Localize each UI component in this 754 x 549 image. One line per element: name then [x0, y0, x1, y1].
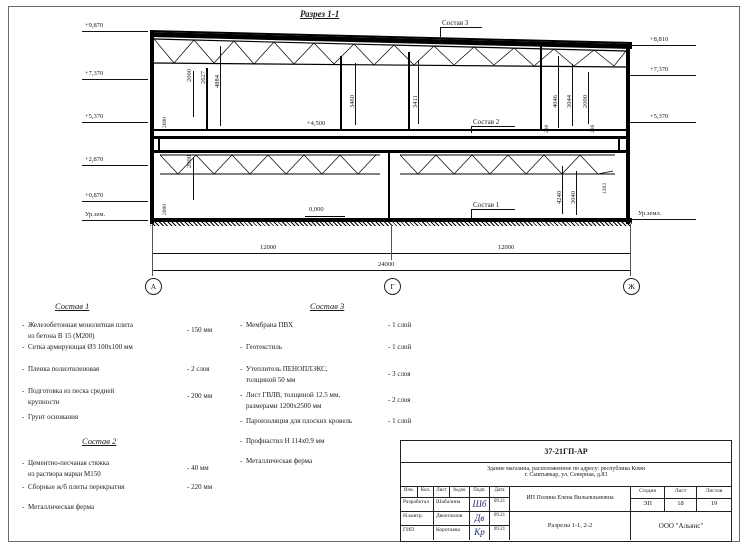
column-inner-3 [408, 52, 410, 130]
tb-company: ООО "Альянс" [658, 522, 704, 530]
level-right-line-0 [630, 45, 696, 46]
spec2-item0-text: Цементно-песчаная стяжка [28, 459, 110, 467]
tb-code: 37-21ГП-АР [401, 441, 731, 463]
dim-line-m1 [355, 63, 356, 125]
level-right-1: +7,370 [650, 66, 669, 73]
tb-name-0: Шабалина [434, 498, 470, 512]
tb-stage-v1: 18 [665, 499, 697, 512]
tb-stage-h1: Лист [665, 487, 697, 499]
column-right-small [618, 139, 620, 151]
tb-col-list: Лист [434, 487, 450, 498]
dim-line-l4 [193, 158, 194, 200]
spec1-item2-value: - 2 слоя [187, 365, 210, 373]
level-4500: +4,500 [307, 120, 326, 127]
tb-role-1: Н.контр. [401, 512, 434, 526]
spec3-item3-value: - 2 слоя [388, 396, 411, 404]
vdim-right-4: 280 [590, 124, 596, 133]
spec3-item4-value: - 1 слой [388, 417, 412, 425]
column-left-small [158, 139, 160, 151]
tb-sign-0 [470, 498, 490, 512]
axis-bubble-g: Г [384, 278, 401, 295]
column-inner-4 [540, 44, 542, 130]
level-left-line-3 [82, 165, 148, 166]
spec1-item0-text: Железобетонная монолитная плита [28, 321, 133, 329]
tb-designer: ИП Полина Елена Вильевльмовна [510, 487, 631, 512]
level-left-line-5 [82, 220, 148, 221]
tb-sign-2 [470, 526, 490, 540]
callout-line-1 [471, 209, 515, 210]
vdim-left-2: 4884 [214, 75, 221, 88]
vdim-right-5: 4240 [556, 191, 563, 204]
inner-floor-4500 [310, 130, 402, 131]
section-drawing [10, 8, 730, 291]
level-left-2: +5,370 [85, 113, 104, 120]
spec1-item4-text: Грунт основания [28, 413, 79, 421]
dim-line-r1 [558, 56, 559, 128]
tb-col-kol: Кол. [418, 487, 434, 498]
level-left-line-2 [82, 122, 148, 123]
spec3-item4-text: Пароизоляция для плоских кровель [246, 417, 353, 425]
tb-name-2: Коротаева [434, 526, 470, 540]
column-inner-2 [340, 56, 342, 130]
level-0000-line [305, 216, 345, 217]
spec3-item5-text: Профнастил Н 114х0.9 мм [246, 437, 325, 445]
tb-name-1: Двоеглазов [434, 512, 470, 526]
callout-leader-1 [471, 209, 472, 219]
vdim-right-3: 280 [544, 124, 550, 133]
vdim-left-0: 2000 [186, 69, 193, 82]
axis-bubble-a: А [145, 278, 162, 295]
vdim-left-1: 2627 [200, 71, 207, 84]
tb-col-data: Дата [490, 487, 510, 498]
vdim-mid-1: 3411 [412, 95, 419, 108]
level-left-4: +0,870 [85, 192, 104, 199]
spec-sostav1: - Железобетонная монолитная плита из бетона В 15 (М200) - 150 мм - Сетка армирующая Ø3 100х100 мм - Пленка полиэтиленовая - 2 слоя - Подготовка из песка средней крупности - 200 мм - Грунт основания [22, 321, 213, 421]
spec3-item0-text: Мембрана ПВХ [246, 321, 294, 329]
tb-col-ndoc: №док [450, 487, 470, 498]
spec2-item1-text: Сборные ж/б плиты перекрытия [28, 483, 125, 491]
spec1-item0-text2: из бетона В 15 (М200) [28, 332, 95, 340]
axis-line-a [152, 224, 153, 276]
level-left-line-1 [82, 79, 148, 80]
callout-sostav1: Состав 1 [473, 201, 500, 209]
tb-stage-v2: 19 [697, 499, 731, 512]
floor-band-mid [150, 150, 630, 153]
callout-sostav3-top: Состав 3 [442, 19, 469, 27]
spec3-item1-text: Геотекстиль [246, 343, 283, 351]
vdim-right-2: 2000 [582, 95, 589, 108]
axis-line-zh [630, 224, 631, 276]
level-right-0: +8,810 [650, 36, 669, 43]
bottom-dim-1: 12000 [498, 244, 515, 251]
title-block [400, 440, 732, 542]
level-right-3: Ур.земл. [638, 210, 662, 217]
tb-stage-h0: Стадия [631, 487, 665, 499]
spec3-item0-value: - 1 слой [388, 321, 412, 329]
spec1-item0-value: - 150 мм [187, 326, 213, 334]
dim-line-r4 [562, 166, 563, 214]
vdim-left-5: 2000 [162, 204, 168, 215]
tb-stage-v0: ЭП [631, 499, 665, 512]
spec2-item2-text: Металлическая ферма [28, 503, 95, 511]
tb-date-1: 09.21 [490, 512, 510, 526]
spec-sostav3: - Мембрана ПВХ - 1 слой - Геотекстиль - 1 слой - Утеплитель ПЕНОПЛЭКС, толщиной 50 мм - 3 слоя - Лист ГВЛВ, толщиной 12.5 мм, размерами 1200х2500 мм - 2 слоя - Пароизоляция для плоских кровель - 1 слой - Профнастил Н 114х0.9 мм - Металлическая ферма [240, 321, 412, 465]
floor-truss-right [400, 154, 615, 176]
vdim-right-1: 3044 [566, 95, 573, 108]
level-left-0: +9,870 [85, 22, 104, 29]
spec3-item2-value: - 3 слоя [388, 370, 411, 378]
tb-object [401, 463, 731, 487]
spec2-item0-value: - 40 мм [187, 464, 209, 472]
spec1-item1-text: Сетка армирующая Ø3 100х100 мм [28, 343, 133, 351]
spec3-item2-text2: толщиной 50 мм [246, 376, 296, 384]
spec1-title: Состав 1 [55, 301, 90, 311]
vdim-right-7: 1203 [602, 183, 608, 194]
tb-sign-0-mark: Шб [472, 499, 487, 509]
tb-stage-h2: Листов [697, 487, 731, 499]
vdim-left-4: 2600 [162, 117, 168, 128]
vdim-left-3: 2000 [186, 155, 193, 168]
callout-sostav2: Состав 2 [473, 118, 500, 126]
bottom-dim-2: 24000 [378, 261, 395, 268]
callout-leader-2 [471, 126, 472, 133]
vdim-right-0: 4046 [552, 95, 559, 108]
level-0000: 0,000 [309, 206, 324, 213]
spec3-item6-text: Металлическая ферма [246, 457, 313, 465]
vdim-mid-0: 3460 [349, 95, 356, 108]
spec3-title: Состав 3 [310, 301, 345, 311]
spec3-item3-text2: размерами 1200х2500 мм [246, 402, 322, 410]
axis-bubble-zh: Ж [623, 278, 640, 295]
spec1-item3-value: - 200 мм [187, 392, 213, 400]
drawing-title: Разрез 1-1 [300, 9, 340, 19]
tb-role-2: ГИП [401, 526, 434, 540]
wall-right [626, 44, 630, 224]
dim-chain-2 [152, 270, 630, 271]
spec3-item2-text: Утеплитель ПЕНОПЛЭКС, [246, 365, 328, 373]
axis-line-g [391, 224, 392, 260]
spec1-item3-text2: крупности [28, 398, 60, 406]
floor-slab-2 [150, 136, 630, 139]
level-left-line-4 [82, 201, 148, 202]
level-right-line-3 [630, 219, 696, 220]
level-left-line-0 [82, 31, 148, 32]
tb-col-izm: Изм. [401, 487, 418, 498]
bottom-dim-0: 12000 [260, 244, 277, 251]
tb-sign-1-mark: Дв [474, 513, 485, 523]
level-right-line-2 [630, 122, 696, 123]
tb-date-2: 09.21 [490, 526, 510, 540]
tb-role-0: Разработал [401, 498, 434, 512]
roof-truss [154, 36, 626, 68]
callout-line-2 [471, 126, 515, 127]
spec3-item1-value: - 1 слой [388, 343, 412, 351]
level-right-2: +5,370 [650, 113, 669, 120]
tb-col-podp: Подп. [470, 487, 490, 498]
dim-line-l1 [193, 71, 194, 117]
spec2-item0-text2: из раствора марки М150 [28, 470, 101, 478]
level-left-1: +7,370 [85, 70, 104, 77]
spec3-item3-text: Лист ГВЛВ, толщиной 12.5 мм, [246, 391, 341, 399]
level-left-5: Ур.зем. [85, 211, 106, 218]
level-left-3: +2,870 [85, 156, 104, 163]
column-center-lower [388, 153, 390, 219]
spec2-title: Состав 2 [82, 436, 117, 446]
level-right-line-1 [630, 75, 696, 76]
tb-object-line1: Здание магазина, расположенное по адресу: республика Коми [486, 466, 646, 472]
dim-line-m2 [418, 60, 419, 124]
tb-sign-1 [470, 512, 490, 526]
tb-drawing-name: Разрезы 1-1, 2-2 [510, 512, 631, 540]
spec2-item1-value: - 220 мм [187, 483, 213, 491]
spec1-item3-text: Подготовка из песка средней [28, 387, 115, 395]
vdim-right-6: 3040 [570, 191, 577, 204]
tb-object-line2: г. Сыктывкар, ул. Северная, д.83 [524, 472, 608, 478]
tb-date-0: 09.21 [490, 498, 510, 512]
tb-sign-2-mark: Кр [474, 527, 485, 537]
spec-sostav2: - Цементно-песчаная стяжка из раствора марки М150 - 40 мм - Сборные ж/б плиты перекрытия - 220 мм - Металлическая ферма [22, 459, 213, 511]
spec1-item2-text: Пленка полиэтиленовая [28, 365, 100, 373]
